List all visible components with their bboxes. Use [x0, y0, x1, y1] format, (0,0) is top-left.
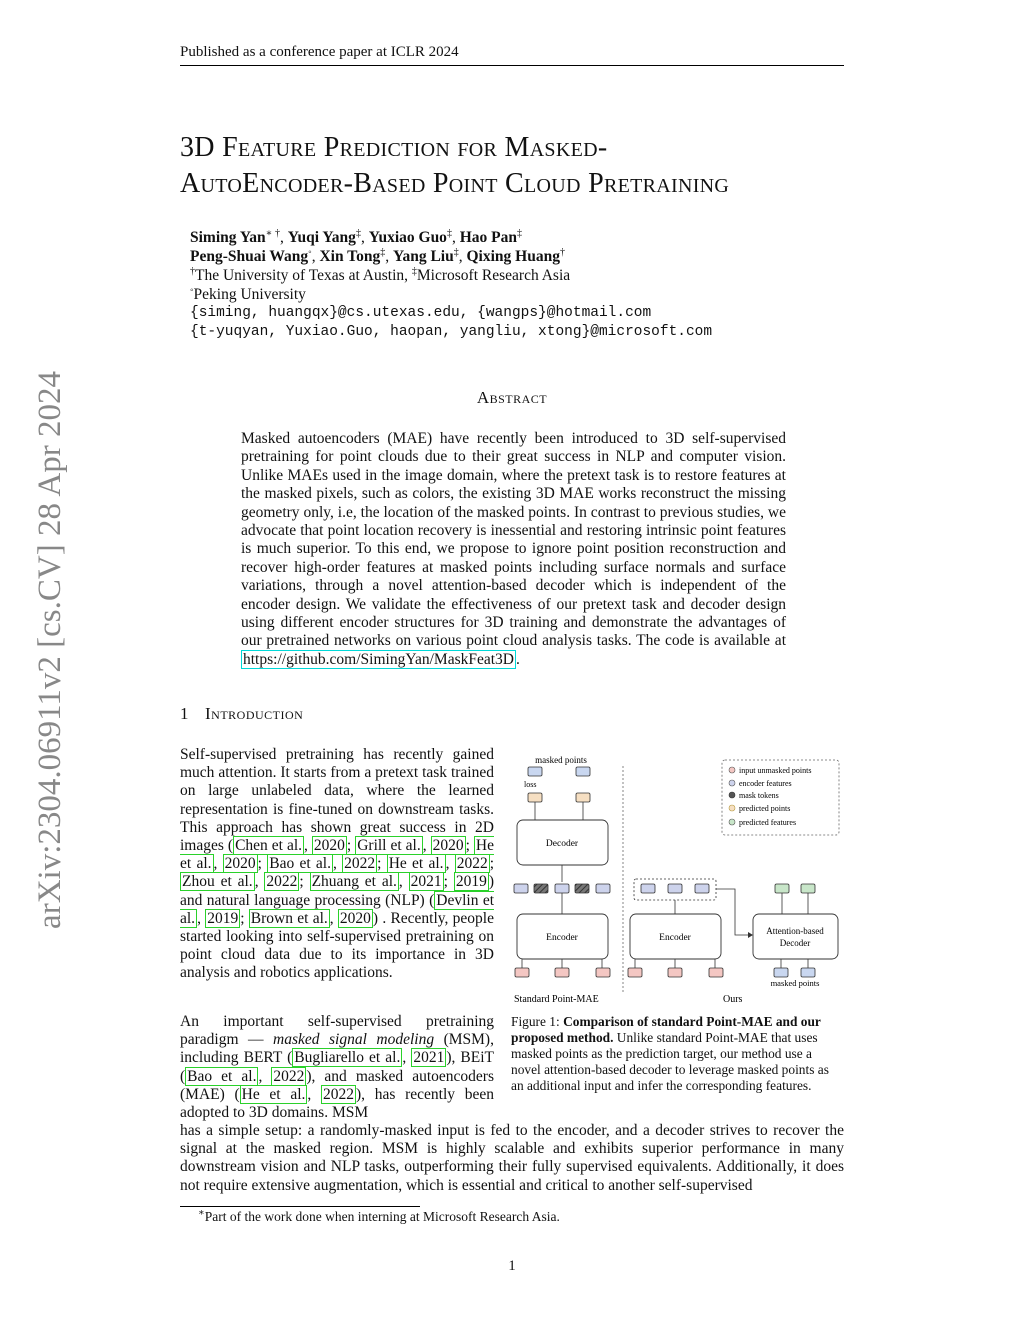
citation[interactable]: 2022 [322, 1085, 354, 1103]
legend-item: input unmasked points [739, 766, 812, 775]
input-point [596, 968, 610, 977]
intro-paragraph-1: Self-supervised pretraining has recently gained much attention. It starts from a pretext task trained on large unlabeled data, where the learned representation is fine-tuned on downstream tasks. This approach has shown great success in 2D images ( Chen et al. , 2020 ; Grill et al. , 2020 ; He et al. , 2020 ; Bao et al. , 2022 ; He et al. , 2022 ; Zhou et al. , 2022 ; Zhuang et al. , 2021 ; 2019 ) and natural language processing (NLP) ( Devlin et al. , 2019 ; Brown et al. , 2020 ) . Recently, people started looking into self-supervised pretraining on point cloud data due to its importance in 3D analysis and robotics applications. [180, 746, 495, 982]
citation[interactable]: Grill et al. [357, 837, 421, 855]
legend-item: predicted points [739, 804, 791, 813]
section-title: Introduction [205, 704, 304, 723]
intro-paragraph-2: An important self-supervised pretraining paradigm — masked signal modeling (MSM), including BERT ( Bugliarello et al. , 2021 ), BEiT ( Bao et al. , 2022 ), and masked autoencoders (MAE) ( He et al. , 2022 ), has recently been adopted to 3D domains. MSM [180, 1013, 495, 1122]
author-line-1: Siming Yan∗ †, Yuqi Yang‡, Yuxiao Guo‡, Hao Pan‡ [190, 227, 522, 246]
loss-label: loss [524, 780, 537, 789]
predicted-point-box [576, 793, 590, 802]
masked-point-box [774, 968, 788, 977]
citation[interactable]: 2022 [344, 855, 376, 873]
input-point [668, 968, 682, 977]
encoder-feature [555, 884, 569, 893]
footnote-rule [180, 1206, 420, 1207]
input-point [515, 968, 529, 977]
citation[interactable]: Devlin et al. [180, 891, 495, 927]
label-standard-point-mae: Standard Point-MAE [514, 994, 599, 1005]
citation[interactable]: Brown et al. [250, 909, 328, 927]
citation[interactable]: Bugliarello et al. [294, 1049, 401, 1067]
abstract-body: Masked autoencoders (MAE) have recently been introduced to 3D self-supervised pretraining for point clouds due to their great success in NLP and computer vision. Unlike MAEs used in the image domain, where the pretext task is to restore features at the masked pixels, such as colors, the existing 3D MAE works reconstruct the missing geometry only, i.e, the location of the masked points. In contrast to previous studies, we advocate that point location recovery is inessential and restoring intrinsic point features is much superior. To this end, we propose to ignore point position reconstruction and recover high-order features at masked points including surface normals and surface variations, through a novel attention-based decoder which is independent of the encoder design. We validate the effectiveness of our pretext task and decoder design using different encoder structures for 3D training and demonstrate the advantages of our pretrained networks on various point cloud analysis tasks. The code is available at https://github.com/SimingYan/MaskFeat3D . [241, 430, 786, 668]
citation[interactable]: He et al. [241, 1085, 306, 1103]
email-line-2: {t-yuqyan, Yuxiao.Guo, haopan, yangliu, xtong}@microsoft.com [190, 324, 713, 340]
encoder-feature [695, 884, 709, 893]
label-ours: Ours [723, 994, 743, 1005]
citation[interactable]: Bao et al. [187, 1067, 257, 1085]
email-line-1: {siming, huangqx}@cs.utexas.edu, {wangps}@hotmail.com [190, 305, 652, 321]
citation[interactable]: 2020 [224, 855, 256, 873]
footnote: ∗Part of the work done when interning at Microsoft Research Asia. [198, 1207, 560, 1224]
decoder-label: Decoder [545, 839, 579, 849]
masked-point-box [801, 968, 815, 977]
citation[interactable]: 2020 [313, 837, 345, 855]
attention-decoder-label-1: Attention-based [766, 926, 824, 936]
encoder-feature [668, 884, 682, 893]
citation[interactable]: Chen et al. [235, 837, 303, 855]
citation[interactable]: 2022 [273, 1067, 305, 1085]
citation[interactable]: Zhou et al. [182, 873, 253, 891]
citation[interactable]: 2022 [456, 855, 488, 873]
mask-token [534, 884, 548, 893]
section-heading [180, 704, 303, 724]
citation[interactable]: He et al. [388, 855, 444, 873]
abstract-heading: Abstract [476, 388, 548, 407]
encoder-feature [514, 884, 528, 893]
running-header: Published as a conference paper at ICLR 2024 [180, 44, 459, 60]
paper-title [180, 130, 900, 202]
citation[interactable]: 2021 [413, 1049, 445, 1067]
input-point [555, 968, 569, 977]
encoder-label-right: Encoder [659, 933, 691, 943]
encoder-feature [596, 884, 610, 893]
citation[interactable]: 2022 [266, 873, 298, 891]
citation[interactable]: 2019 [207, 909, 239, 927]
author-block [190, 228, 712, 342]
intro-paragraph-3: has a simple setup: a randomly-masked input is fed to the encoder, and a decoder strives to recover the signal at the masked region. MSM is highly scalable and exhibits superior performance in many downstream vision and NLP tasks, outperforming their fully supervised equivalents. Additionally, it does not require extensive augmentation, which is essential and critical to another self-supervised [180, 1122, 844, 1194]
predicted-feature [775, 884, 789, 893]
section-number: 1 [180, 704, 189, 723]
header-rule [180, 65, 844, 66]
predicted-feature [801, 884, 815, 893]
citation[interactable]: 2020 [339, 909, 371, 927]
citation[interactable]: Bao et al. [269, 855, 331, 873]
title-line-2: AutoEncoder-Based Point Cloud Pretraining [180, 168, 730, 199]
citation[interactable]: 2021 [410, 873, 442, 891]
legend-item: mask tokens [739, 791, 779, 800]
masked-points-label: masked points [535, 755, 587, 765]
encoder-feature [641, 884, 655, 893]
encoder-label-left: Encoder [546, 933, 578, 943]
input-point [628, 968, 642, 977]
input-point [709, 968, 723, 977]
legend-item: predicted features [739, 818, 797, 827]
attention-decoder-label-2: Decoder [779, 938, 811, 948]
attention-decoder-box [753, 914, 838, 959]
page-number: 1 [508, 1258, 516, 1274]
figure-1 [510, 752, 846, 1012]
predicted-point-box [528, 793, 542, 802]
code-link[interactable]: https://github.com/SimingYan/MaskFeat3D [243, 650, 514, 668]
citation[interactable]: Zhuang et al. [311, 873, 397, 891]
masked-points-label-bottom: masked points [770, 978, 820, 988]
affiliation-1: †The University of Texas at Austin, ‡Microsoft Research Asia [190, 265, 571, 284]
arxiv-stamp [22, 350, 72, 950]
affiliation-2: ◦Peking University [190, 284, 306, 303]
citation[interactable]: 2020 [432, 837, 464, 855]
arxiv-id: arXiv:2304.06911v2 [cs.CV] 28 Apr 2024 [32, 371, 68, 929]
citation[interactable]: 2019 [455, 873, 487, 891]
title-line-1: 3D Feature Prediction for Masked- [180, 132, 608, 163]
figure-caption: Figure 1: Comparison of standard Point-MAE and our proposed method. Unlike standard Point-MAE that uses masked points as the prediction target, our method use a novel attention-based decoder to leverage masked points as an additional input and infer the corresponding features. [511, 1014, 829, 1093]
legend-item: encoder features [739, 779, 792, 788]
masked-point-box [576, 767, 590, 776]
author-line-2: Peng-Shuai Wang◦, Xin Tong‡, Yang Liu‡, Qixing Huang† [190, 246, 565, 265]
masked-point-box [528, 767, 542, 776]
citation[interactable]: He et al. [180, 837, 494, 873]
mask-token [575, 884, 589, 893]
